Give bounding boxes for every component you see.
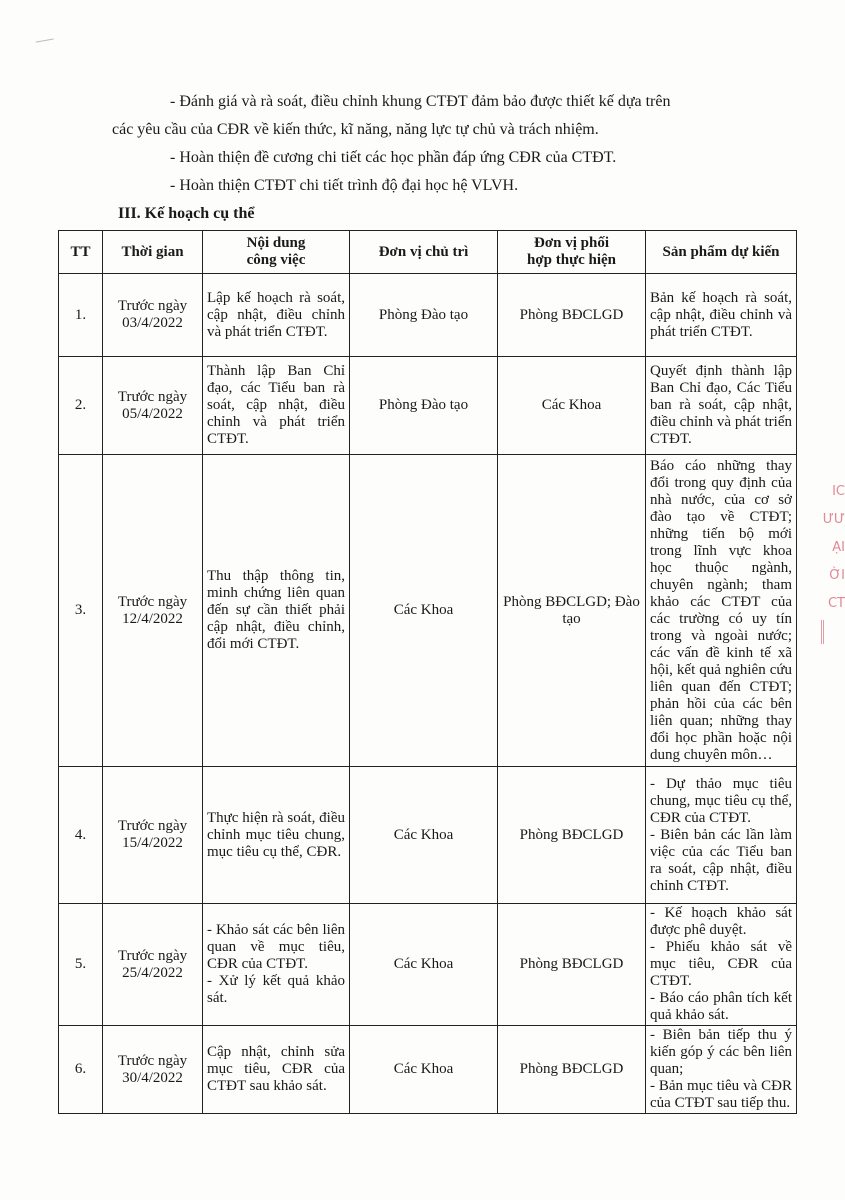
header-lead-unit: Đơn vị chủ trì xyxy=(350,231,498,274)
stamp-border xyxy=(821,620,845,644)
header-content: Nội dung công việc xyxy=(203,231,350,274)
row-time: Trước ngày 05/4/2022 xyxy=(103,357,203,455)
plan-table xyxy=(58,230,797,1114)
seal-stamp-fragment xyxy=(815,478,845,648)
row-lead-unit: Các Khoa xyxy=(350,1026,498,1114)
row-content: Thực hiện rà soát, điều chỉnh mục tiêu chung, mục tiêu cụ thể, CĐR. xyxy=(203,767,350,904)
row-lead-unit: Các Khoa xyxy=(350,455,498,767)
header-tt: TT xyxy=(59,231,103,274)
header-product: Sản phẩm dự kiến xyxy=(646,231,797,274)
table-row xyxy=(59,455,797,767)
row-lead-unit: Phòng Đào tạo xyxy=(350,274,498,357)
intro-line-2: các yêu cầu của CĐR về kiến thức, kĩ năng, năng lực tự chủ và trách nhiệm. xyxy=(112,121,599,138)
row-number: 2. xyxy=(59,357,103,455)
row-product: - Kế hoạch khảo sát được phê duyệt. - Phiếu khảo sát về mục tiêu, CĐR của CTĐT. - Báo cáo phân tích kết quả khảo sát. xyxy=(646,904,797,1026)
row-support-unit: Phòng BĐCLGD; Đào tạo xyxy=(498,455,646,767)
intro-line-4: - Hoàn thiện CTĐT chi tiết trình độ đại học hệ VLVH. xyxy=(170,177,519,194)
row-support-unit: Phòng BĐCLGD xyxy=(498,767,646,904)
row-time: Trước ngày 12/4/2022 xyxy=(103,455,203,767)
table-row xyxy=(59,904,797,1026)
row-time: Trước ngày 03/4/2022 xyxy=(103,274,203,357)
row-lead-unit: Các Khoa xyxy=(350,904,498,1026)
row-support-unit: Các Khoa xyxy=(498,357,646,455)
stamp-text: CT xyxy=(827,596,845,611)
row-product: Báo cáo những thay đổi trong quy định của nhà nước, của cơ sở đào tạo về CTĐT; những tiến bộ mới trong lĩnh vực khoa học thuộc ngành, chuyên ngành; tham khảo các CTĐT của các trường có uy tín trong và ngoài nước; các vấn đề kinh tế xã hội, kết quả nghiên cứu liên quan đến CTĐT; phản hồi của các bên liên quan; những thay đổi học phần hoặc nội dung chuyên môn… xyxy=(646,455,797,767)
scan-mark xyxy=(36,38,55,46)
header-support-unit: Đơn vị phối hợp thực hiện xyxy=(498,231,646,274)
row-content: - Khảo sát các bên liên quan về mục tiêu, CĐR của CTĐT. - Xử lý kết quả khảo sát. xyxy=(203,904,350,1026)
row-number: 6. xyxy=(59,1026,103,1114)
stamp-text: ƯƯ xyxy=(822,512,845,527)
row-content: Lập kế hoạch rà soát, cập nhật, điều chỉnh và phát triển CTĐT. xyxy=(203,274,350,357)
intro-line-3: - Hoàn thiện đề cương chi tiết các học phần đáp ứng CĐR của CTĐT. xyxy=(170,149,617,166)
row-content: Thu thập thông tin, minh chứng liên quan đến sự cần thiết phải cập nhật, điều chỉnh, đổi mới CTĐT. xyxy=(203,455,350,767)
row-support-unit: Phòng BĐCLGD xyxy=(498,1026,646,1114)
header-time: Thời gian xyxy=(103,231,203,274)
row-content: Thành lập Ban Chỉ đạo, các Tiểu ban rà soát, cập nhật, điều chỉnh và phát triển CTĐT. xyxy=(203,357,350,455)
stamp-text: ỜI xyxy=(829,568,845,583)
table-header-row xyxy=(59,231,797,274)
section-title: III. Kế hoạch cụ thể xyxy=(118,205,255,222)
row-time: Trước ngày 25/4/2022 xyxy=(103,904,203,1026)
intro-line-1: - Đánh giá và rà soát, điều chỉnh khung CTĐT đảm bảo được thiết kế dựa trên xyxy=(170,93,671,110)
stamp-text: IC xyxy=(832,484,845,499)
row-time: Trước ngày 30/4/2022 xyxy=(103,1026,203,1114)
table-row xyxy=(59,767,797,904)
row-number: 4. xyxy=(59,767,103,904)
row-content: Cập nhật, chỉnh sửa mục tiêu, CĐR của CTĐT sau khảo sát. xyxy=(203,1026,350,1114)
table-row xyxy=(59,1026,797,1114)
row-product: Quyết định thành lập Ban Chỉ đạo, Các Tiểu ban rà soát, cập nhật, điều chỉnh và phát triển CTĐT. xyxy=(646,357,797,455)
table-row xyxy=(59,274,797,357)
row-product: Bản kế hoạch rà soát, cập nhật, điều chỉnh và phát triển CTĐT. xyxy=(646,274,797,357)
row-product: - Dự thảo mục tiêu chung, mục tiêu cụ thể, CĐR của CTĐT. - Biên bản các lần làm việc của các Tiểu ban ra soát, cập nhật, điều chỉnh CTĐT. xyxy=(646,767,797,904)
row-lead-unit: Phòng Đào tạo xyxy=(350,357,498,455)
row-support-unit: Phòng BĐCLGD xyxy=(498,274,646,357)
row-number: 5. xyxy=(59,904,103,1026)
stamp-text: ẠI xyxy=(832,540,845,555)
row-number: 3. xyxy=(59,455,103,767)
row-time: Trước ngày 15/4/2022 xyxy=(103,767,203,904)
row-product: - Biên bản tiếp thu ý kiến góp ý các bên liên quan; - Bản mục tiêu và CĐR của CTĐT sau tiếp thu. xyxy=(646,1026,797,1114)
row-lead-unit: Các Khoa xyxy=(350,767,498,904)
table-row xyxy=(59,357,797,455)
row-support-unit: Phòng BĐCLGD xyxy=(498,904,646,1026)
row-number: 1. xyxy=(59,274,103,357)
